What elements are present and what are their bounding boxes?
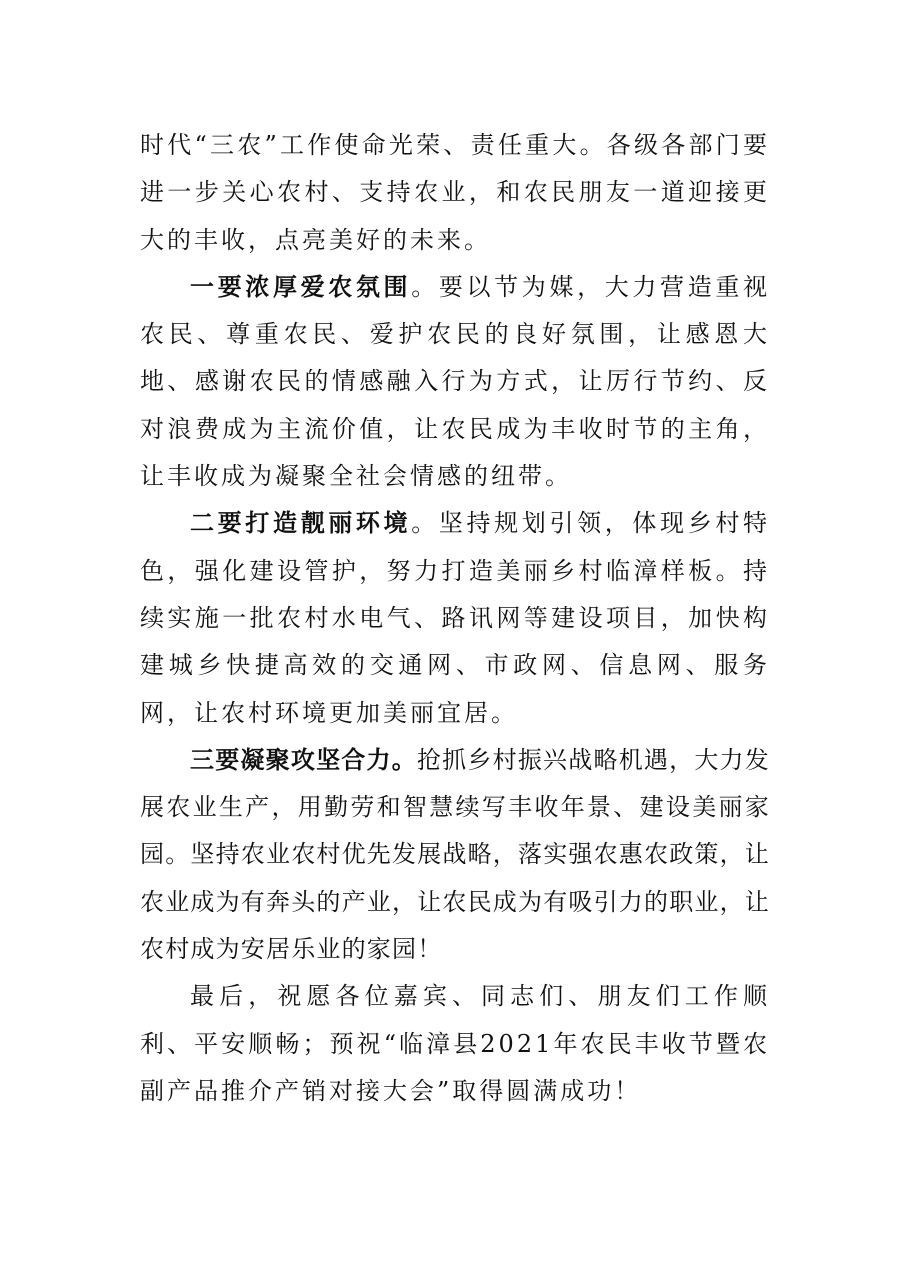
paragraph-2	[140, 264, 770, 500]
paragraph-3	[140, 500, 770, 736]
paragraph-heading: 三要凝聚攻坚合力。	[190, 745, 417, 774]
document-body	[140, 122, 770, 1115]
paragraph-text: 。坚持规划引领，体现乡村特色，强化建设管护，努力打造美丽乡村临漳样板。持续实施一批农村水电气、路讯网等建设项目，加快构建城乡快捷高效的交通网、市政网、信息网、服务网，让农村环境更加美丽宜居。	[140, 509, 771, 727]
paragraph-text: 最后，祝愿各位嘉宾、同志们、朋友们工作顺利、平安顺畅；预祝“临漳县2021年农民丰收节暨农副产品推介产销对接大会”取得圆满成功！	[140, 982, 770, 1105]
paragraph-text: 。要以节为媒，大力营造重视农民、尊重农民、爱护农民的良好氛围，让感恩大地、感谢农民的情感融入行为方式，让厉行节约、反对浪费成为主流价值，让农民成为丰收时节的主角，让丰收成为凝聚全社会情感的纽带。	[140, 272, 771, 491]
paragraph-4	[140, 737, 770, 973]
paragraph-1	[140, 122, 770, 264]
paragraph-5	[140, 973, 770, 1115]
paragraph-text: 抢抓乡村振兴战略机遇，大力发展农业生产，用勤劳和智慧续写丰收年景、建设美丽家园。坚持农业农村优先发展战略，落实强农惠农政策，让农业成为有奔头的产业，让农民成为有吸引力的职业，让农村成为安居乐业的家园！	[140, 745, 770, 964]
paragraph-heading: 二要打造靓丽环境	[190, 509, 412, 538]
paragraph-text: 时代“三农”工作使命光荣、责任重大。各级各部门要进一步关心农村、支持农业，和农民朋友一道迎接更大的丰收，点亮美好的未来。	[140, 131, 770, 254]
paragraph-heading: 一要浓厚爱农氛围	[190, 272, 412, 301]
